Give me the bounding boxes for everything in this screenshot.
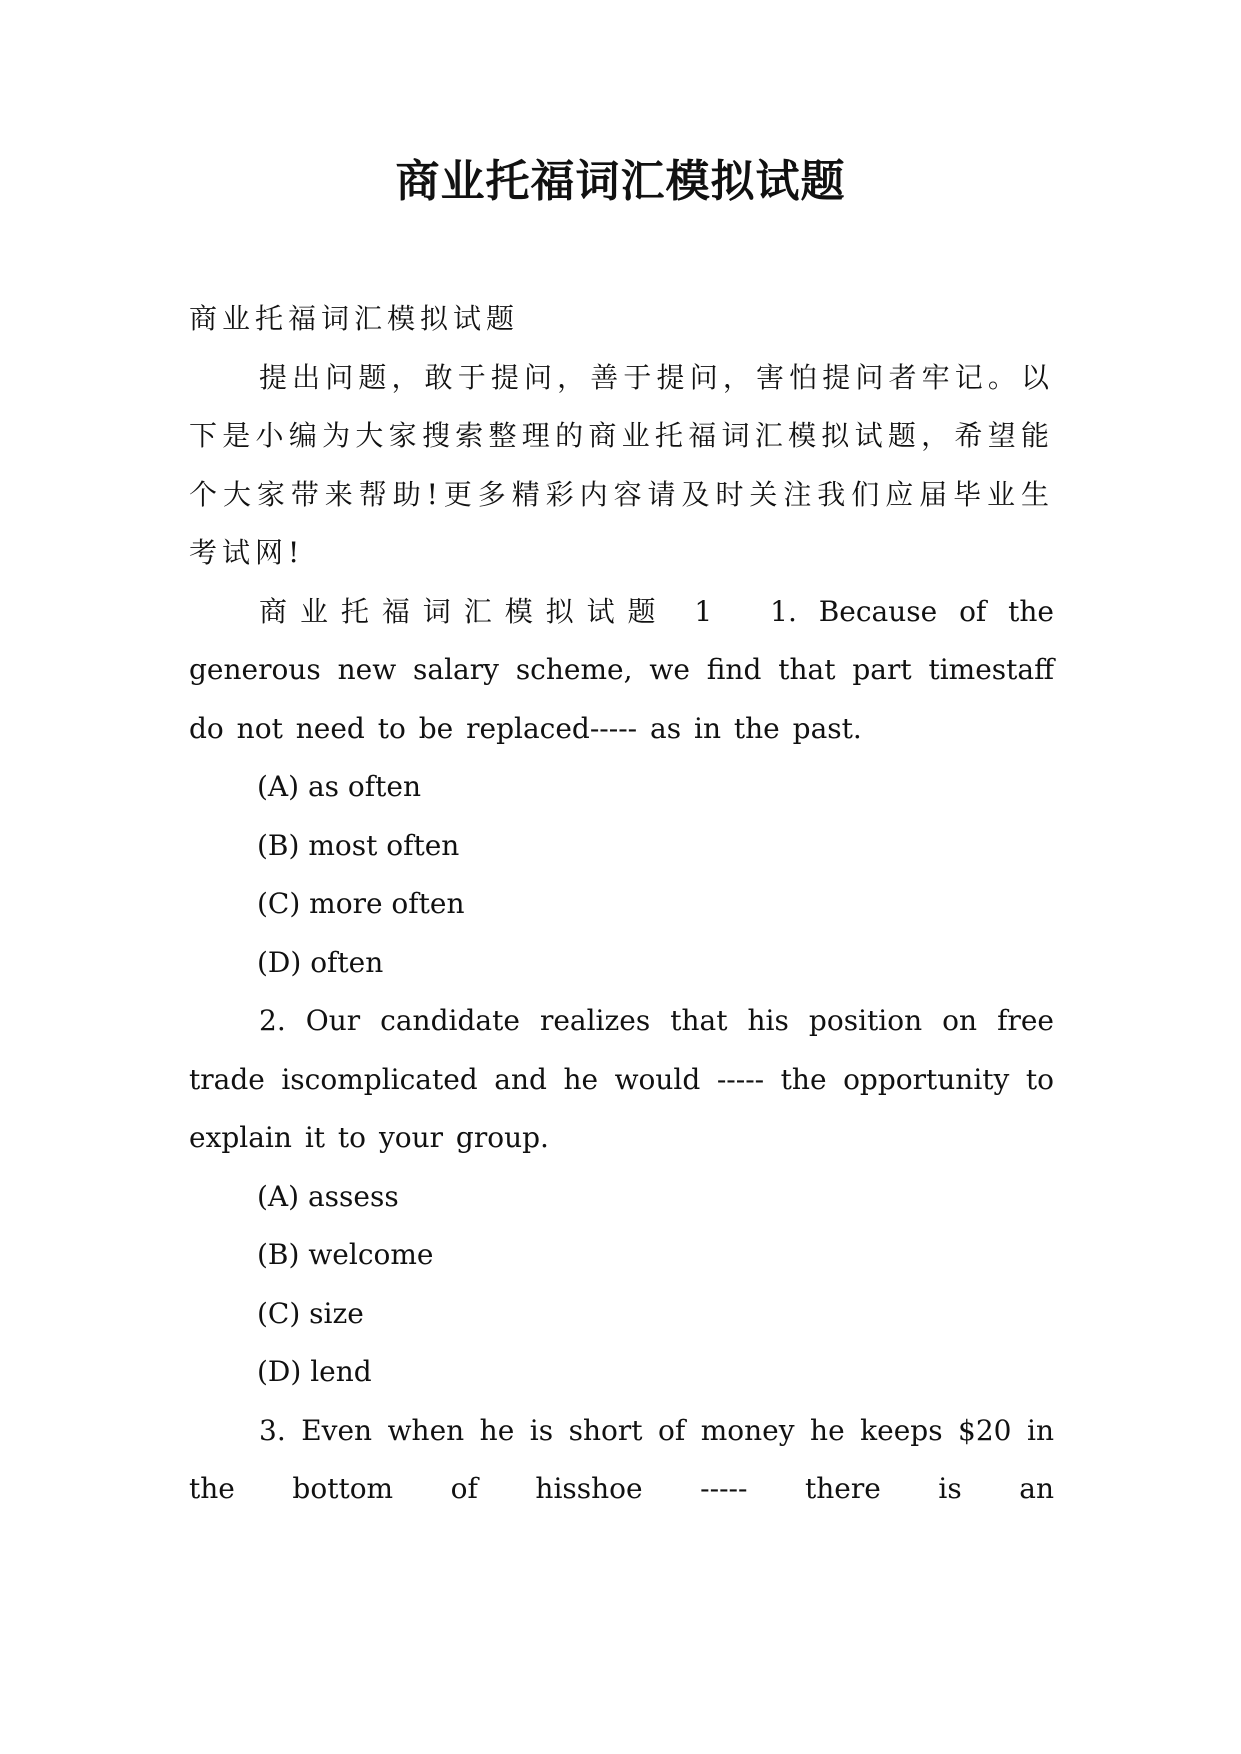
question-1-option-b: (B) most often	[257, 828, 460, 862]
question-2-option-d: (D) lend	[257, 1355, 372, 1388]
question-3: 3. Even when he is short of money he keeps $20 in the bottom of hisshoe ----- there is an	[189, 1413, 1054, 1505]
question-1-option-c: (C) more often	[257, 887, 465, 920]
question-2-option-b: (B) welcome	[257, 1238, 434, 1271]
question-2-option-a: (A) assess	[257, 1179, 399, 1213]
question-1-option-d: (D) often	[257, 945, 384, 979]
intro-paragraph: 提出问题，敢于提问，善于提问，害怕提问者牢记。以下是小编为大家搜索整理的商业托福词汇模拟试题，希望能个大家带来帮助!更多精彩内容请及时关注我们应届毕业生考试网!	[189, 360, 1054, 569]
question-2: 2. Our candidate realizes that his position on free trade iscomplicated and he would ----- the opportunity to explain it to your group.	[189, 1004, 1054, 1154]
question-1-option-a: (A) as often	[257, 770, 422, 803]
question-1	[189, 583, 1054, 759]
section-heading: 商业托福词汇模拟试题 1	[259, 594, 717, 628]
subtitle: 商业托福词汇模拟试题	[189, 302, 520, 335]
question-stem: 1. Because of the generous new salary scheme, we find that part timestaff do not need to be replaced----- as in the past.	[189, 594, 1054, 745]
document-body	[189, 290, 1054, 1519]
document-title: 商业托福词汇模拟试题	[395, 156, 846, 207]
question-2-option-c: (C) size	[257, 1296, 364, 1330]
